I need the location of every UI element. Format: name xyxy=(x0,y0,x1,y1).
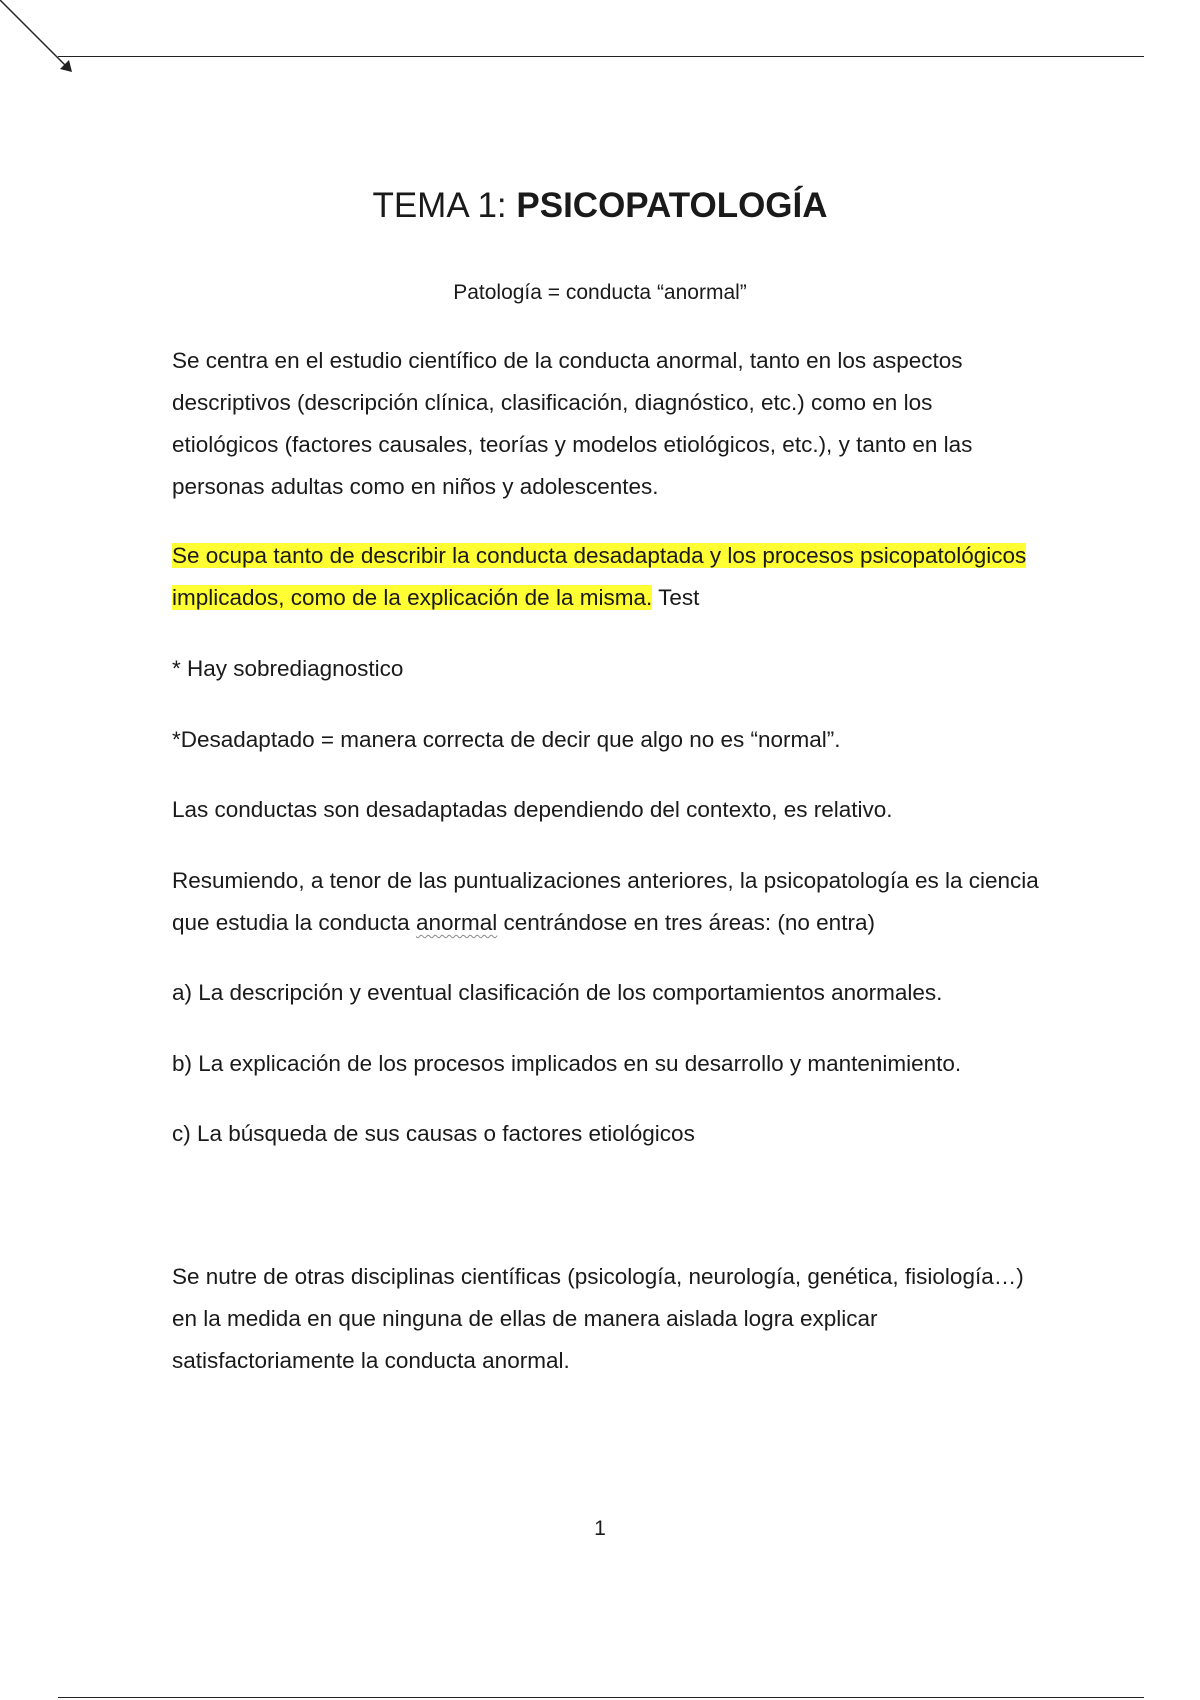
list-item-c: c) La búsqueda de sus causas o factores etiológicos xyxy=(172,1121,695,1146)
note-overdiagnosis: * Hay sobrediagnostico xyxy=(172,656,404,681)
summary-part-b: centrándose en tres áreas: (no entra) xyxy=(497,910,875,935)
header-divider xyxy=(58,56,1144,57)
highlighted-tail: Test xyxy=(652,585,700,610)
highlighted-text: Se ocupa tanto de describir la conducta desadaptada y los procesos psicopatológicos implicados, como de la explicación de la misma. xyxy=(172,543,1027,610)
title-bold: PSICOPATOLOGÍA xyxy=(516,186,828,225)
subtitle: Patología = conducta “anormal” xyxy=(453,281,747,304)
title-prefix: TEMA 1: xyxy=(372,186,517,225)
paragraph-summary xyxy=(172,860,1042,944)
note-maladaptive: *Desadaptado = manera correcta de decir que algo no es “normal”. xyxy=(172,727,841,752)
paragraph-disciplines: Se nutre de otras disciplinas científicas (psicología, neurología, genética, fisiología…) en la medida en que ninguna de ellas de manera aislada logra explicar satisfactoriamente la conducta anormal. xyxy=(172,1264,1024,1373)
spellcheck-word: anormal xyxy=(415,910,498,935)
list-item-b: b) La explicación de los procesos implicados en su desarrollo y mantenimiento. xyxy=(172,1051,962,1076)
footer-divider xyxy=(58,1697,1144,1698)
paragraph-context: Las conductas son desadaptadas dependiendo del contexto, es relativo. xyxy=(172,797,893,822)
page-title xyxy=(0,186,1200,226)
summary-part-a: Resumiendo, a tenor de las puntualizaciones anteriores, la psicopatología es la ciencia que estudia la conducta xyxy=(172,868,1039,935)
corner-arrow-icon xyxy=(0,0,80,80)
list-item-a: a) La descripción y eventual clasificación de los comportamientos anormales. xyxy=(172,980,943,1005)
paragraph-intro: Se centra en el estudio científico de la conducta anormal, tanto en los aspectos descriptivos (descripción clínica, clasificación, diagnóstico, etc.) como en los etiológicos (factores causales, teorías y modelos etiológicos, etc.), y tanto en las personas adultas como en niños y adolescentes. xyxy=(172,348,973,499)
paragraph-highlighted xyxy=(172,535,1042,619)
page-number: 1 xyxy=(594,1517,606,1540)
